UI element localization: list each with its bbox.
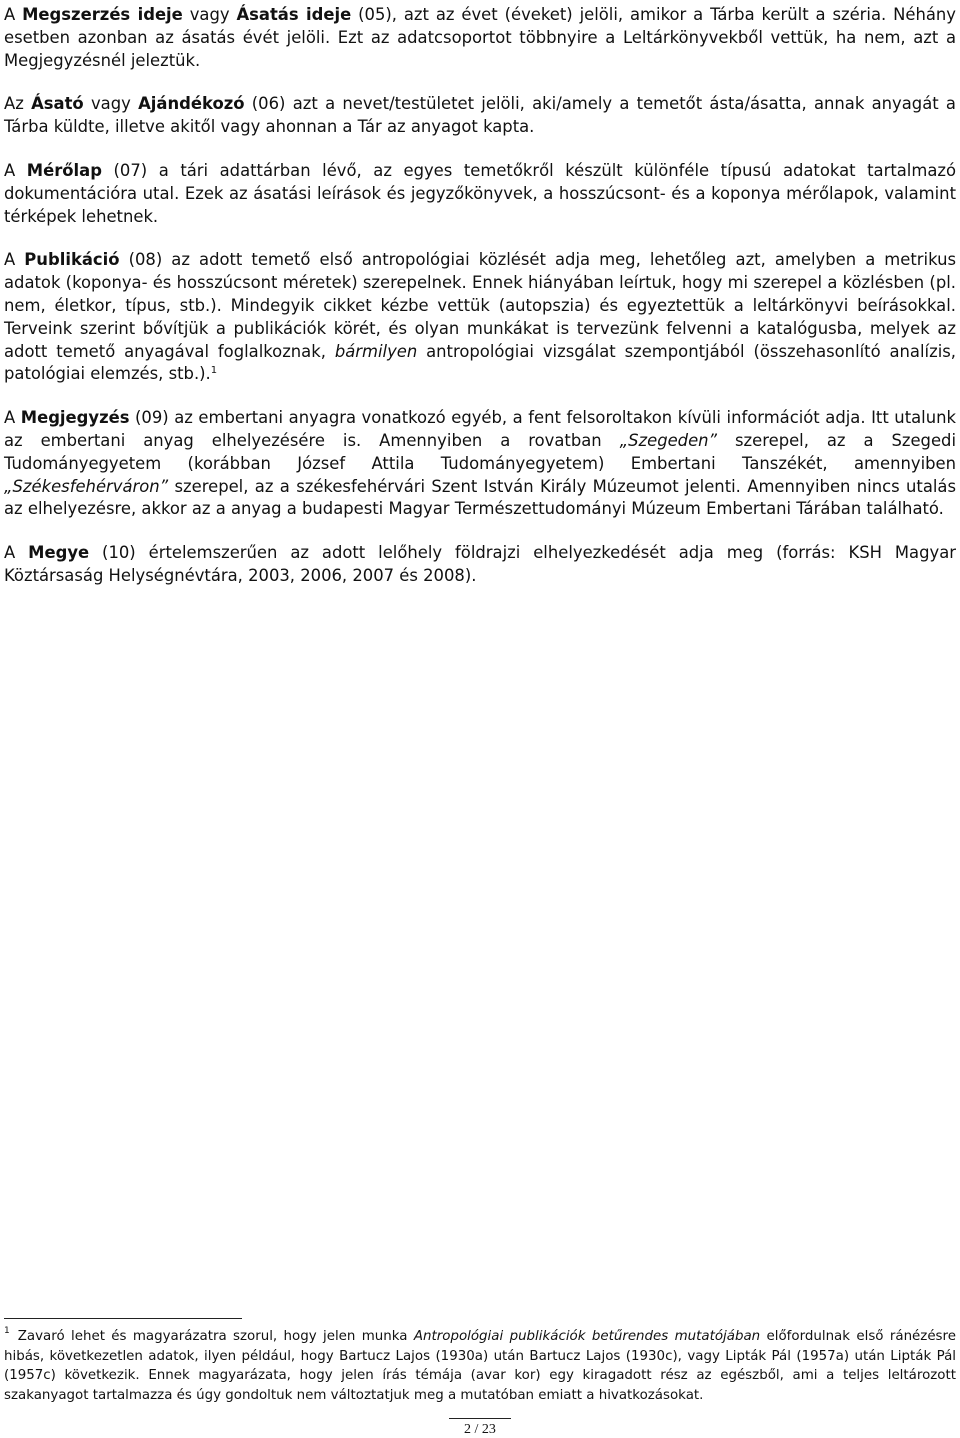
paragraph-publikacio [4, 249, 956, 386]
text-run: szerepel, az a székesfehérvári Szent István Király Múzeumot jelenti. Amennyiben nincs utalás az elhelyezésre, akkor az a anyag a budapesti Magyar Természettudományi Múzeum Embertani Tárában található. [4, 476, 956, 519]
text-run: A [4, 160, 27, 180]
paragraph-merolap [4, 160, 956, 228]
text-run: (07) a tári adattárban lévő, az egyes temetőkről készült különféle típusú adatokat tartalmazó dokumentációra utal. Ezek az ásatási leírások és jegyzőkönyvek, a hosszúcsont- és a koponya mérőlapok, valamint térképek lehetnek. [4, 160, 956, 226]
page-number: 2 / 23 [449, 1418, 511, 1438]
term-merolap: Mérőlap [26, 160, 102, 180]
term-megye: Megye [28, 543, 90, 563]
footnote [4, 1327, 956, 1405]
text-run: (06) azt a nevet/testületet jelöli, aki/amely a temetőt ásta/ásatta, annak anyagát a Tárba küldte, illetve akitől vagy ahonnan a Tár az anyagot kapta. [4, 94, 956, 137]
paragraph-megye [4, 542, 956, 588]
text-run: A [4, 408, 21, 428]
text-run: (05), azt az évet (éveket) jelöli, amikor a Tárba került a széria. Néhány esetben azonban az ásatás évét jelöli. Ezt az adatcsoportot többnyire a Leltárkönyvekből vettük, ha nem, azt a Megjegyzésnél jeleztük. [4, 5, 956, 70]
footnote-separator [4, 1318, 242, 1319]
text-run: antropológiai vizsgálat szempontjából (összehasonlító analízis, patológiai elemzés, stb.). [4, 341, 956, 384]
text-run: szerepel, az a Szegedi Tudományegyetem (korábban József Attila Tudományegyetem) Embertani Tanszékét, amennyiben [4, 430, 956, 473]
text-run: (08) az adott temető első antropológiai közlését adja meg, lehetőleg azt, amelyben a metrikus adatok (koponya- és hosszúcsont méretek) szerepelnek. Ennek hiányában leírtuk, hogy mi szerepel a közlésben (pl. nem, életkor, típus, stb.). Mindegyik cikket kézbe vettük (autopszia) és egyeztettük a leltárkönyvi beírásokkal. Terveink szerint bővítjük a publikációk körét, és olyan munkákat is tervezünk felvenni a katalógusba, melyek az adott temető anyagával foglalkoznak, [4, 250, 956, 361]
text-run: (09) az embertani anyagra vonatkozó egyéb, a fent felsoroltakon kívüli információt adja. Itt utalunk az embertani anyag elhelyezésére is. Amennyiben a rovatban [4, 408, 956, 450]
paragraph-megszerzes-ideje [4, 4, 956, 72]
text-run: A [4, 543, 29, 563]
emphasis-barmilyen: bármilyen [334, 341, 418, 361]
term-megszerzes-ideje: Megszerzés ideje [22, 5, 183, 24]
term-publikacio: Publikáció [24, 250, 120, 270]
term-asatas-ideje: Ásatás ideje [236, 5, 352, 24]
footnote-marker: 1 [4, 1326, 10, 1336]
term-ajandekozo: Ajándékozó [138, 94, 245, 114]
document-body [4, 4, 956, 609]
text-run: vagy [83, 94, 139, 114]
emphasis-szekesfehervaron: „Székesfehérváron” [4, 476, 169, 496]
text-run: vagy [182, 5, 237, 24]
emphasis-szegeden: „Szegeden” [619, 430, 718, 450]
emphasis-publication-title: Antropológiai publikációk betűrendes mutatójában [413, 1329, 761, 1344]
term-megjegyzes: Megjegyzés [20, 408, 130, 428]
text-run: (10) értelemszerűen az adott lelőhely földrajzi elhelyezkedését adja meg (forrás: KSH Magyar Köztársaság Helységnévtára, 2003, 2006, 2007 és 2008). [4, 543, 956, 585]
term-asato: Ásató [31, 94, 84, 114]
footnote-reference[interactable]: 1 [210, 365, 218, 377]
text-run: A [4, 250, 25, 270]
text-run: Az [4, 94, 32, 114]
text-run: előfordulnak első ránézésre hibás, következetlen adatok, ilyen például, hogy Bartucz Lajos (1930a) után Bartucz Lajos (1930c), vagy Lipták Pál (1957a) után Lipták Pál (1957c) következik. Ennek magyarázata, hogy jelen írás témája (avar kor) egy kiragadott rész az egészből, ami a teljes leltározott szakanyagot tartalmazza és úgy gondoltuk nem változtatjuk meg a mutatóban emiatt a hivatkozásokat. [4, 1329, 956, 1403]
text-run: Zavaró lehet és magyarázatra szorul, hogy jelen munka [17, 1329, 414, 1344]
text-run: A [4, 5, 23, 24]
paragraph-megjegyzes [4, 407, 956, 521]
paragraph-asato [4, 93, 956, 139]
